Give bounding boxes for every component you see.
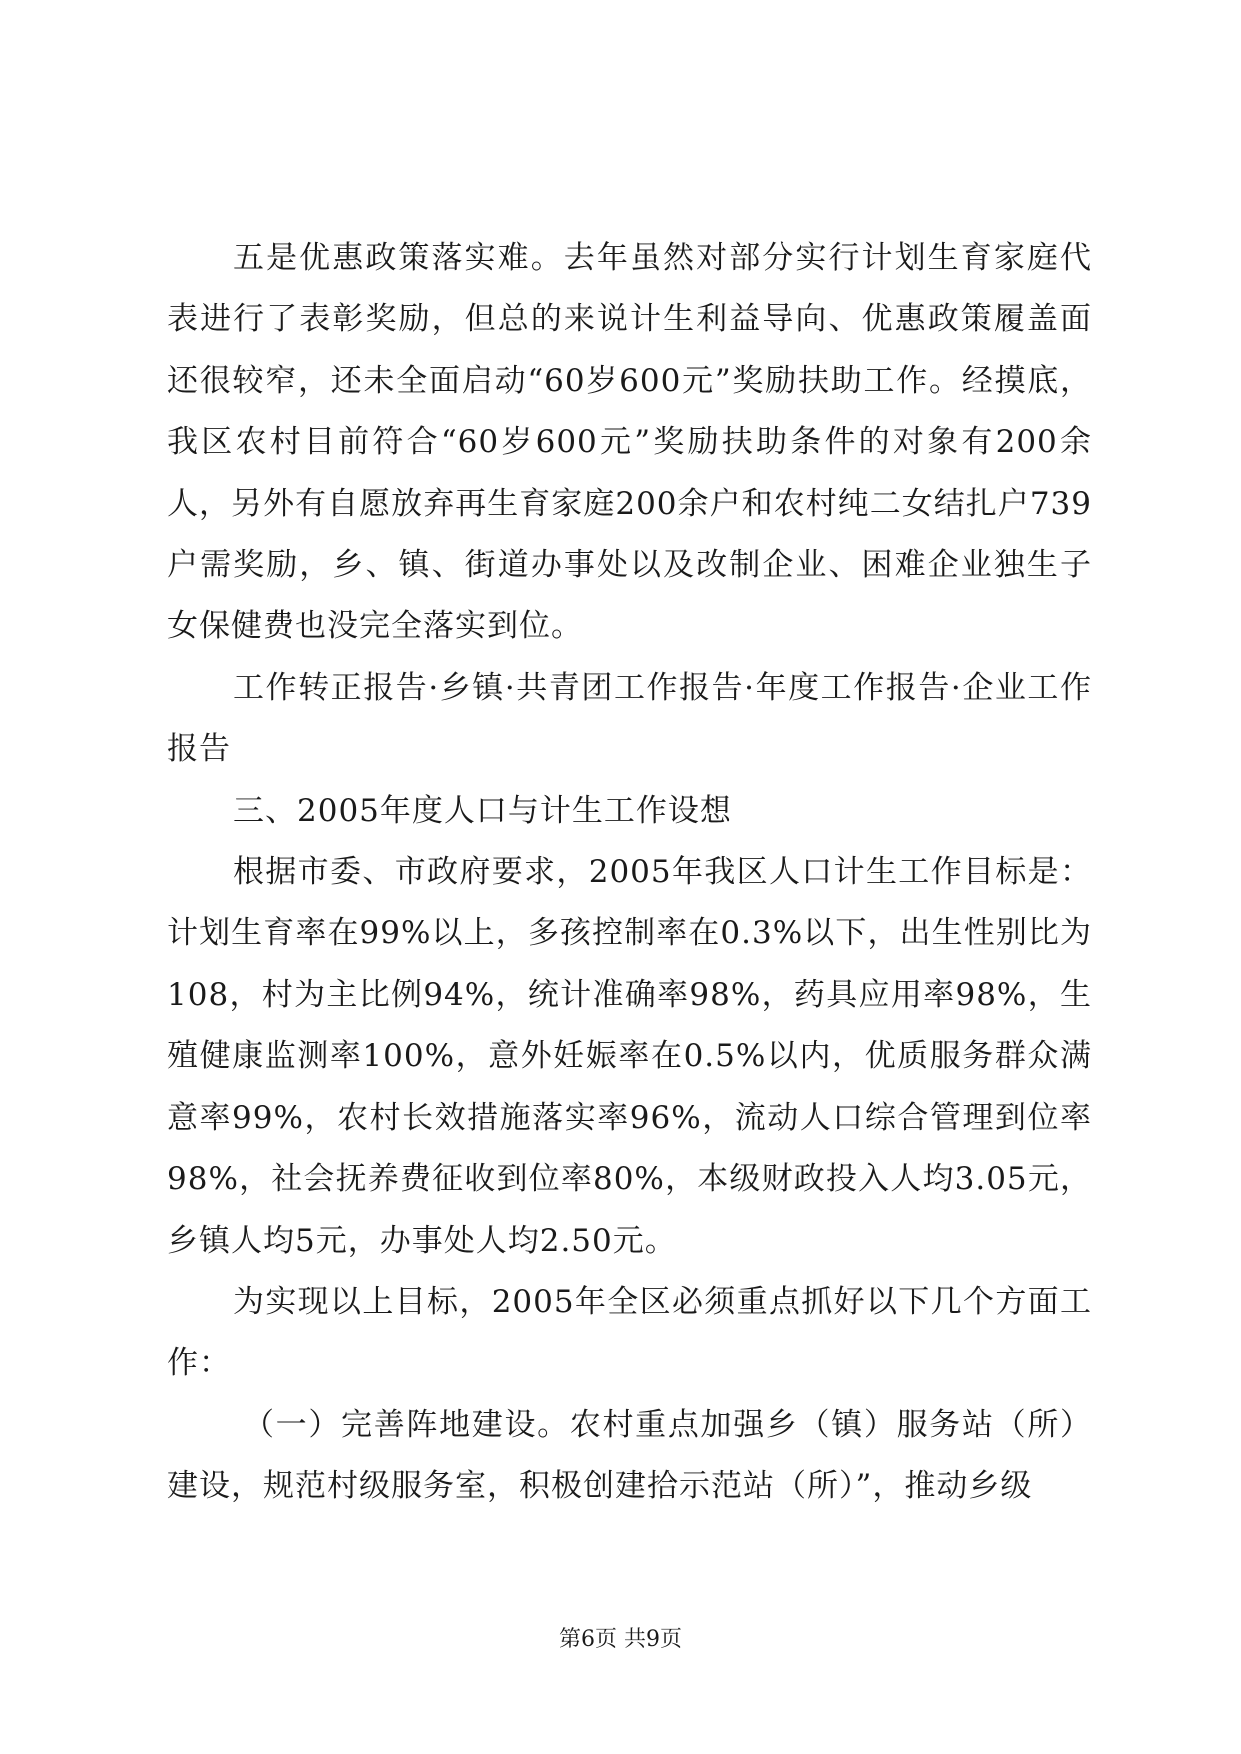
document-body xyxy=(167,228,1092,1518)
paragraph-task-one: （一）完善阵地建设。农村重点加强乡（镇）服务站（所）建设，规范村级服务室，积极创建拾示范站（所）”，推动乡级 xyxy=(167,1406,1092,1505)
paragraph-key-tasks-intro: 为实现以上目标，2005年全区必须重点抓好以下几个方面工作： xyxy=(167,1283,1092,1382)
paragraph-2005-targets: 根据市委、市政府要求，2005年我区人口计生工作目标是：计划生育率在99%以上，多孩控制率在0.3%以下，出生性别比为108，村为主比例94%，统计准确率98%，药具应用率98%，生殖健康监测率100%，意外妊娠率在0.5%以内，优质服务群众满意率99%，农村长效措施落实率96%，流动人口综合管理到位率98%，社会抚养费征收到位率80%，本级财政投入人均3.05元，乡镇人均5元，办事处人均2.50元。 xyxy=(167,854,1092,1259)
paragraph-related-links: 工作转正报告·乡镇·共青团工作报告·年度工作报告·企业工作报告 xyxy=(167,669,1092,768)
paragraph-preferential-policy: 五是优惠政策落实难。去年虽然对部分实行计划生育家庭代表进行了表彰奖励，但总的来说计生利益导向、优惠政策履盖面还很较窄，还未全面启动“60岁600元”奖励扶助工作。经摸底，我区农村目前符合“60岁600元”奖励扶助条件的对象有200余人，另外有自愿放弃再生育家庭200余户和农村纯二女结扎户739户需奖励，乡、镇、街道办事处以及改制企业、困难企业独生子女保健费也没完全落实到位。 xyxy=(167,240,1092,645)
page-number-footer: 第6页 共9页 xyxy=(559,1627,682,1652)
section-heading-2005-plan: 三、2005年度人口与计生工作设想 xyxy=(233,792,732,829)
